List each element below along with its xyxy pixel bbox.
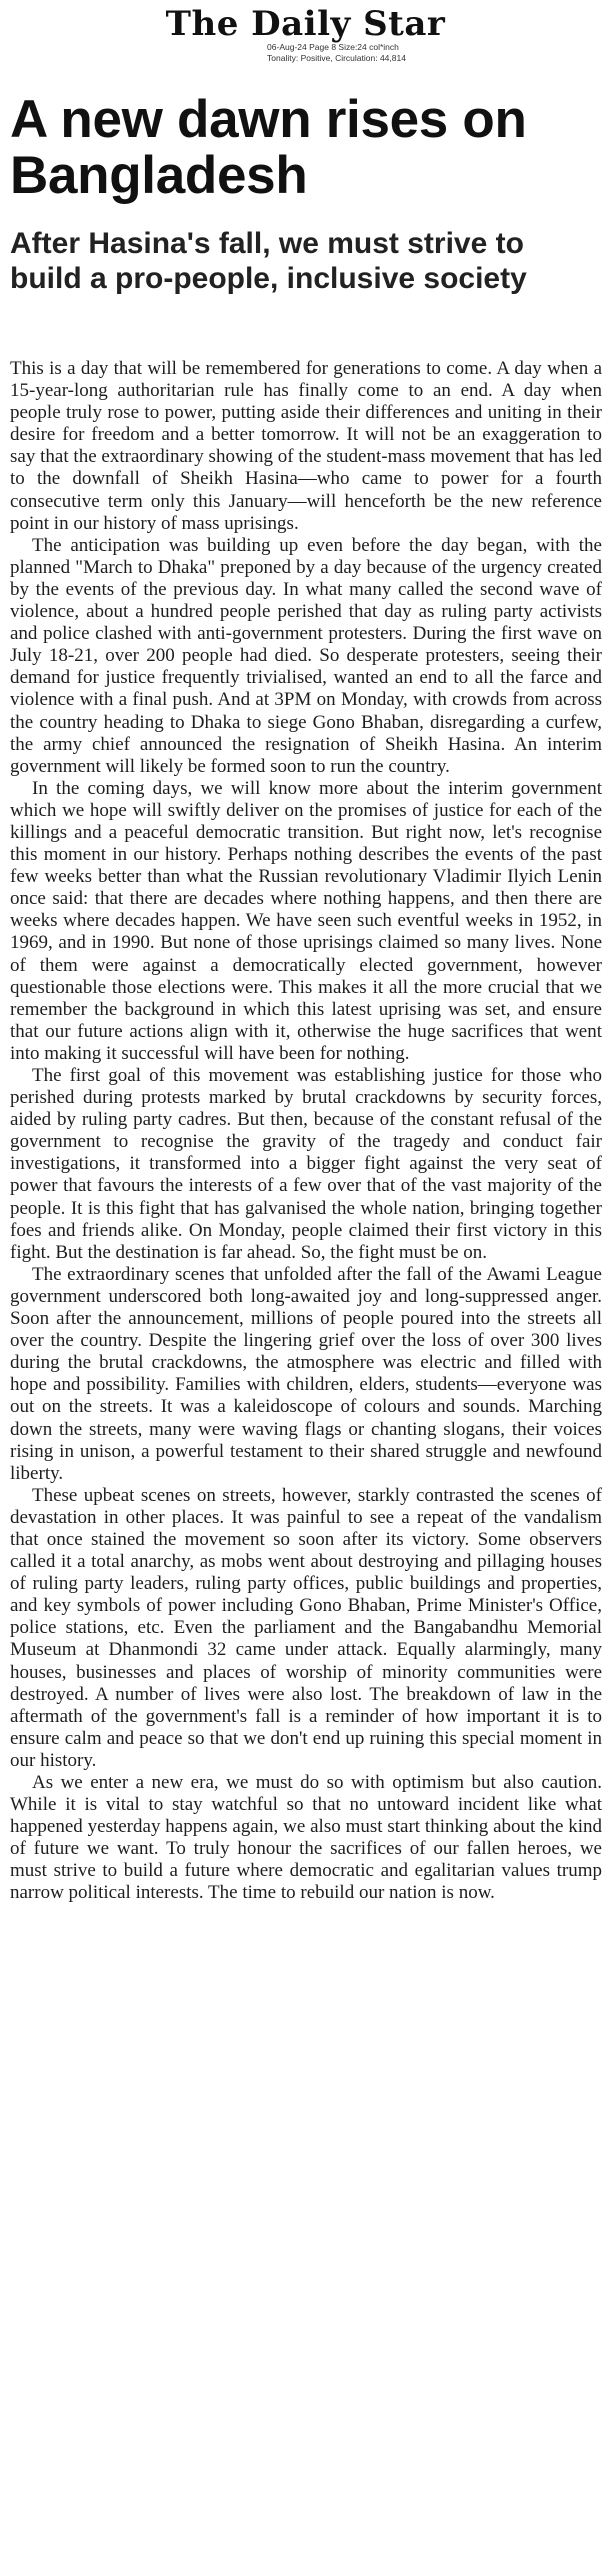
newspaper-logo: The Daily Star	[165, 4, 446, 44]
article-paragraph: The first goal of this movement was establishing justice for those who perished during protests marked by brutal crackdowns by security forces, aided by ruling party cadres. But then, because of the constant refusal of the government to recognise the gravity of the tragedy and conduct fair investigations, it transformed into a bigger fight against the very seat of power that favours the interests of a few over that of the vast majority of the people. It is this fight that has galvanised the whole nation, bringing together foes and friends alike. On Monday, people claimed their first victory in this fight. But the destination is far ahead. So, the fight must be on.	[10, 1065, 602, 1263]
clipping-metadata	[267, 42, 406, 64]
article-subheadline: After Hasina's fall, we must strive to build a pro-people, inclusive society	[10, 227, 527, 295]
article-paragraph: As we enter a new era, we must do so with optimism but also caution. While it is vital to stay watchful so that no untoward incident like what happened yesterday happens again, we also must start thinking about the kind of future we want. To truly honour the sacrifices of our fallen heroes, we must strive to build a future where democratic and egalitarian values trump narrow political interests. The time to rebuild our nation is now.	[10, 1772, 602, 1904]
article-body	[10, 358, 602, 1905]
article-paragraph: In the coming days, we will know more about the interim government which we hope will swiftly deliver on the promises of justice for each of the killings and a peaceful democratic transition. But right now, let's recognise this moment in our history. Perhaps nothing describes the events of the past few weeks better than what the Russian revolutionary Vladimir Ilyich Lenin once said: that there are decades where nothing happens, and then there are weeks where decades happen. We have seen such eventful weeks in 1952, in 1969, and in 1990. But none of those uprisings claimed so many lives. None of them were against a democratically elected government, however questionable those elections were. This makes it all the more crucial that we remember the background in which this latest uprising was set, and ensure that our future actions align with it, otherwise the huge sacrifices that went into making it successful will have been for nothing.	[10, 777, 602, 1064]
article-headline: A new dawn rises on Bangladesh	[10, 90, 527, 205]
article-paragraph: The extraordinary scenes that unfolded after the fall of the Awami League government underscored both long-awaited joy and long-suppressed anger. Soon after the announcement, millions of people poured into the streets all over the country. Despite the lingering grief over the loss of over 300 lives during the brutal crackdowns, the atmosphere was electric and filled with hope and possibility. Families with children, elders, students—everyone was out on the streets. It was a kaleidoscope of colours and sounds. Marching down the streets, many were waving flags or chanting slogans, their voices rising in unison, a powerful testament to their shared struggle and newfound liberty.	[10, 1263, 602, 1484]
article-paragraph: The anticipation was building up even before the day began, with the planned "March to Dhaka" preponed by a day because of the urgency created by the events of the previous day. In what many called the second wave of violence, about a hundred people perished that day as ruling party activists and police clashed with anti-government protesters. During the first wave on July 18-21, over 200 people had died. So desperate protesters, seeing their demand for justice frequently trivialised, wanted an end to all the farce and violence with a final push. And at 3PM on Monday, with crowds from across the country heading to Dhaka to siege Gono Bhaban, disregarding a curfew, the army chief announced the resignation of Sheikh Hasina. An interim government will likely be formed soon to run the country.	[10, 534, 602, 777]
clipping-meta-line-1: 06-Aug-24 Page 8 Size:24 col*inch	[267, 42, 399, 52]
article-paragraph: This is a day that will be remembered for generations to come. A day when a 15-year-long authoritarian rule has finally come to an end. A day when people truly rose to power, putting aside their differences and uniting in their desire for freedom and a better tomorrow. It will not be an exaggeration to say that the extraordinary showing of the student-mass movement that has led to the downfall of Sheikh Hasina—who came to power for a fourth consecutive term only this January—will henceforth be the new reference point in our history of mass uprisings.	[10, 358, 602, 534]
article-paragraph: These upbeat scenes on streets, however, starkly contrasted the scenes of devastation in other places. It was painful to see a repeat of the vandalism that once stained the movement so soon after its victory. Some observers called it a total anarchy, as mobs went about destroying and pillaging houses of ruling party leaders, ruling party offices, public buildings and properties, and key symbols of power including Gono Bhaban, Prime Minister's Office, police stations, etc. Even the parliament and the Bangabandhu Memorial Museum at Dhanmondi 32 came under attack. Equally alarmingly, many houses, businesses and places of worship of minority communities were destroyed. A number of lives were also lost. The breakdown of law in the aftermath of the government's fall is a reminder of how important it is to ensure calm and peace so that we don't end up ruining this special moment in our history.	[10, 1484, 602, 1771]
clipping-meta-line-2: Tonality: Positive, Circulation: 44,814	[267, 53, 406, 63]
masthead	[0, 6, 611, 66]
